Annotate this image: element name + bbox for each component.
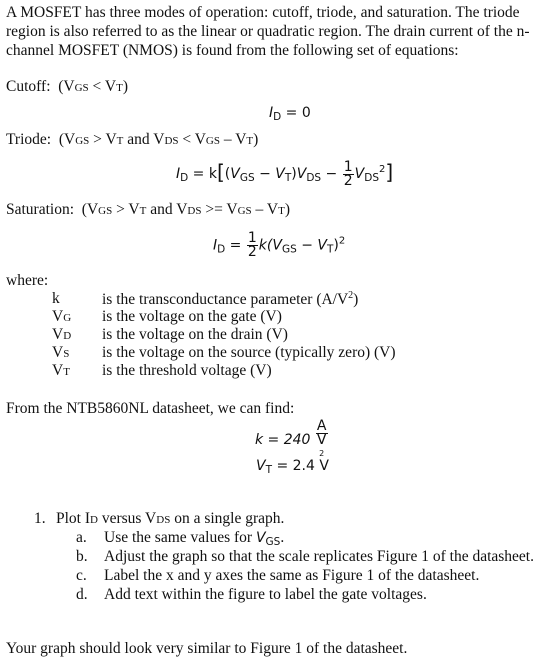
task-subitem: b. xyxy=(76,548,88,565)
task-subitem: d. xyxy=(76,586,88,603)
task-subitem-text: Label the x and y axes the same as Figure 1 of the datasheet. xyxy=(104,567,480,584)
cutoff-equation: $I_D = 0$ xyxy=(269,105,311,123)
datasheet-intro: From the NTB5860NL datasheet, we can find: xyxy=(6,400,295,417)
task-subitem-text: Use the same values for $V_{GS}$. xyxy=(104,529,285,548)
closing-sentence: Your graph should look very similar to Figure 1 of the datasheet. xyxy=(6,640,408,657)
definition-row: VS is the voltage on the source (typically zero) (V) xyxy=(52,344,396,361)
symbol-definitions xyxy=(0,290,559,385)
saturation-condition: Saturation: (VGS > VT and VDS >= VGS – VT) xyxy=(6,201,290,218)
task-main: Plot ID versus VDS on a single graph. xyxy=(56,510,285,527)
triode-equation: $I_D = k[(V_{GS} - V_T)V_{DS}$ − $\frac{1}{2}$ $V_{DS}^2$] xyxy=(176,158,394,189)
intro-paragraph: A MOSFET has three modes of operation: cutoff, triode, and saturation. The triode region is also referred to as the linear or quadratic region. The drain current of the n-channel MOSFET (NMOS) is found from the following set of equations: xyxy=(6,4,530,59)
where-label: where: xyxy=(6,272,49,289)
task-subitem-text: Adjust the graph so that the scale replicates Figure 1 of the datasheet. xyxy=(104,548,534,565)
task-number: 1. xyxy=(34,510,46,527)
vt-equation: $V_T = 2.4$ V xyxy=(256,458,329,476)
cutoff-condition: Cutoff: (VGS < VT) xyxy=(6,78,128,95)
definition-row: k is the transconductance parameter $(A/V^2)$ xyxy=(52,290,359,308)
task-subitem: a. xyxy=(76,529,87,546)
definition-row: VD is the voltage on the drain (V) xyxy=(52,326,288,343)
triode-condition: Triode: (VGS > VT and VDS < VGS – VT) xyxy=(6,131,259,148)
task-subitem: c. xyxy=(76,567,87,584)
definition-row: VG is the voltage on the gate (V) xyxy=(52,308,282,325)
k-equation: k = 240 A V 2 xyxy=(255,418,327,458)
definition-row: VT is the threshold voltage (V) xyxy=(52,362,272,379)
task-subitem-text: Add text within the figure to label the gate voltages. xyxy=(104,586,427,603)
saturation-equation: $I_D$ = $\frac{1}{2}$ $k(V_{GS} - V_T)^2$ xyxy=(213,230,346,260)
